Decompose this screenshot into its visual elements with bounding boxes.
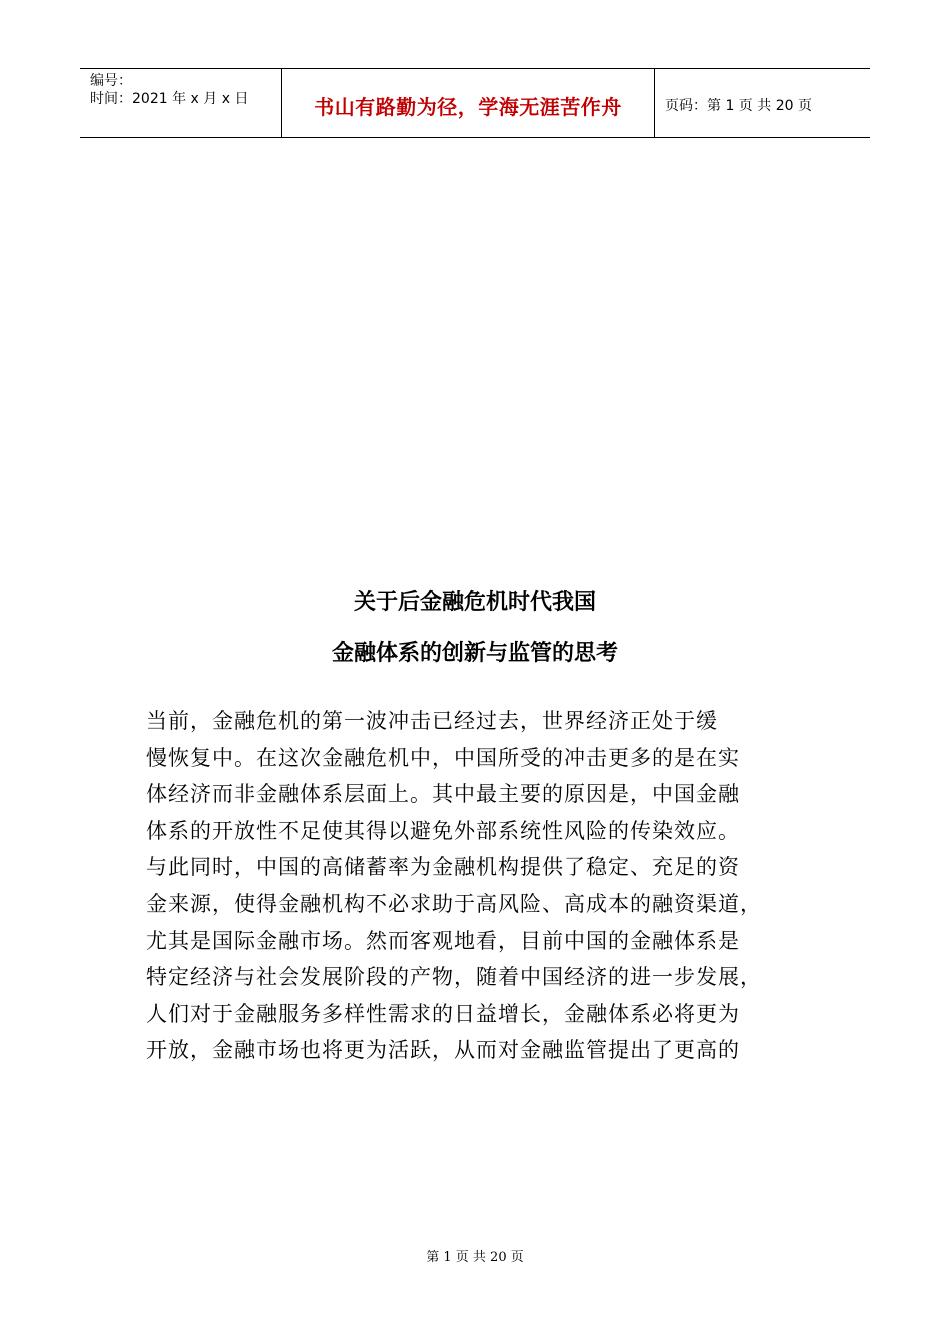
body-line: 金来源，使得金融机构不必求助于高风险、高成本的融资渠道， <box>146 891 762 916</box>
body-line: 体系的开放性不足使其得以避免外部系统性风险的传染效应。 <box>146 818 740 843</box>
body-line: 当前，金融危机的第一波冲击已经过去，世界经济正处于缓 <box>146 709 718 733</box>
body-line: 与此同时，中国的高储蓄率为金融机构提供了稳定、充足的资 <box>146 855 740 880</box>
header-motto-cell <box>281 69 655 137</box>
document-title-line-2: 金融体系的创新与监管的思考 <box>331 641 618 666</box>
body-line: 特定经济与社会发展阶段的产物，随着中国经济的进一步发展， <box>146 965 762 990</box>
header-meta-cell <box>80 69 280 137</box>
body-line: 体经济而非金融体系层面上。其中最主要的原因是，中国金融 <box>146 782 740 807</box>
header-page-cell <box>655 69 870 137</box>
body-line: 人们对于金融服务多样性需求的日益增长，金融体系必将更为 <box>146 1001 740 1026</box>
document-title-line-1: 关于后金融危机时代我国 <box>353 590 596 615</box>
body-line: 尤其是国际金融市场。然而客观地看，目前中国的金融体系是 <box>146 928 740 953</box>
header-motto: 书山有路勤为径，学海无涯苦作舟 <box>314 95 622 119</box>
document-number-label: 编号： <box>90 73 132 89</box>
document-date-label: 时间：2021 年 x 月 x 日 <box>90 91 249 107</box>
header-page-info: 页码：第 1 页 共 20 页 <box>665 98 812 114</box>
document-header <box>80 68 870 138</box>
page-footer: 第 1 页 共 20 页 <box>426 1250 524 1265</box>
body-line: 慢恢复中。在这次金融危机中，中国所受的冲击更多的是在实 <box>146 745 740 770</box>
document-body <box>146 703 806 1069</box>
body-line: 开放，金融市场也将更为活跃，从而对金融监管提出了更高的 <box>146 1038 740 1063</box>
